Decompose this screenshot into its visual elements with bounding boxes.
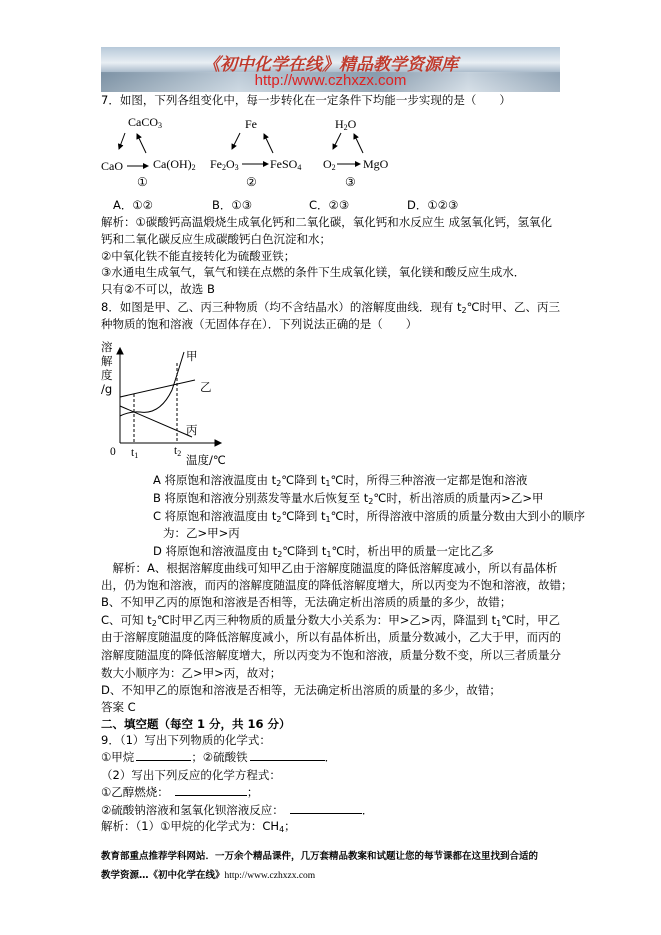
chart-tick-t2: $t_2$ [174, 445, 182, 458]
q8-analysis-line: 数大小顺序为：乙>甲>丙，故对； [101, 666, 282, 680]
chart-tick-t1: $t_1$ [131, 447, 139, 460]
legend-bing: 丙 [186, 423, 198, 437]
q8-option-c: C 将原饱和溶液温度由 $t_2℃$降到 $t_1℃$时，所得溶液中溶质的质量分数由大到小的顺序 [153, 509, 586, 524]
q7-stem: 7．如图，下列各组变化中，每一步转化在一定条件下均能一步实现的是（ ） [101, 93, 511, 107]
q8-option-c-cont: 为：乙>甲>丙 [163, 526, 240, 540]
q7-option-a: A．①② [113, 198, 153, 212]
diagram1-number: ① [137, 175, 148, 189]
q7-option-c: C．②③ [309, 198, 350, 212]
q7-analysis-line: 只有②不可以，故选 B [101, 282, 215, 296]
section-heading: 二、填空题（每空 1 分，共 16 分） [101, 717, 291, 731]
q9-line: ①甲烷 ；②硫酸铁 ． [101, 750, 337, 764]
q8-option-d: D 将原饱和溶液温度由 $t_2℃$降到 $t_1℃$时，析出甲的质量一定比乙多 [153, 544, 494, 559]
q8-stem: 8．如图是甲、乙、丙三种物质（均不含结晶水）的溶解度曲线．现有 $t_2℃$时甲、乙、丙三 [101, 300, 560, 315]
q8-analysis-line: 由于溶解度随温度的降低溶解度减小，所以有晶体析出，质量分数减小，乙大于甲，而丙的 [101, 630, 561, 644]
diagram1-right: $Ca(OH)_2$ [153, 157, 196, 172]
series-bing-line [120, 406, 192, 437]
diagram3-number: ③ [345, 175, 356, 189]
series-jia-curve [120, 352, 184, 416]
banner-url[interactable]: http://www.czhxzx.com [254, 72, 407, 89]
q9-line: ②硫酸钠溶液和氢氧化钡溶液反应： ． [101, 803, 374, 817]
q8-stem: 种物质的饱和溶液（无固体存在）．下列说法正确的是（ ） [101, 317, 418, 331]
q8-option-a: A 将原饱和溶液温度由 $t_2℃$降到 $t_1℃$时，所得三种溶液一定都是饱和溶液 [153, 473, 528, 488]
q8-option-b: B 将原饱和溶液分别蒸发等量水后恢复至 $t_2℃$时，析出溶质的质量丙>乙>甲 [153, 491, 544, 506]
q7-option-b: B．①③ [212, 198, 253, 212]
answer-blank[interactable] [136, 749, 191, 761]
q7-option-d: D．①②③ [407, 198, 459, 212]
legend-yi: 乙 [200, 380, 212, 394]
answer-blank[interactable] [250, 749, 325, 761]
footer-line: 教育部重点推荐学科网站．一万余个精品课件，几万套精品教案和试题让您的每节课都在这里找到合适的 [101, 851, 539, 862]
q8-analysis-line: C、可知 $t_2℃$时甲乙丙三种物质的质量分数大小关系为：甲>乙>丙，降温到 $t_1℃$时，甲乙 [101, 613, 561, 628]
diagram3-top: $H_2O$ [335, 117, 357, 132]
q9-line: （2）写出下列反应的化学方程式： [101, 768, 281, 782]
diagram2-right: FeSO$_4$ [270, 157, 302, 172]
banner-title: 《初中化学在线》精品教学资源库 [203, 55, 458, 75]
q7-analysis-line: 解析：①碳酸钙高温煅烧生成氧化钙和二氧化碳，氧化钙和水反应生 成氢氧化钙，氢氧化 [101, 215, 552, 229]
footer-url[interactable]: http://www.czhxzx.com [224, 871, 316, 881]
q8-analysis-line: 解析：A、根据溶解度曲线可知甲乙由于溶解度随温度的降低溶解度减小，所以有晶体析 [101, 561, 558, 575]
q9-analysis: 解析：（1）①甲烷的化学式为：$CH_4$； [101, 819, 296, 834]
diagram3-left: $O_2$ [323, 157, 336, 172]
q7-analysis-line: 钙和二氧化碳反应生成碳酸钙白色沉淀和水； [101, 232, 331, 246]
answer-blank[interactable] [290, 802, 362, 814]
diagram1-left: CaO [101, 159, 123, 173]
q8-analysis-line: 溶解度随温度的降低溶解度增大，所以丙变为不饱和溶液，质量分数不变，所以三者质量分 [101, 648, 561, 662]
diagram2-left: $Fe_2O_3$ [210, 157, 239, 172]
diagram1-top: CaCO$_3$ [128, 115, 162, 130]
footer-line: 教学资源…《初中化学在线》http://www.czhxzx.com [101, 870, 316, 881]
q9-line: 9．（1）写出下列物质的化学式： [101, 733, 271, 747]
q7-analysis-line: ②中氧化铁不能直接转化为硫酸亚铁； [101, 249, 296, 263]
series-yi-line [120, 380, 195, 397]
diagram3-right: MgO [363, 157, 389, 171]
diagram2-top: Fe [245, 117, 257, 131]
chart-xlabel: 温度/℃ [186, 453, 226, 467]
answer-blank[interactable] [175, 784, 247, 796]
q9-line: ①乙醇燃烧： ； [101, 785, 259, 799]
chart-origin: 0 [110, 446, 116, 458]
q8-analysis-line: B、不知甲乙丙的原饱和溶液是否相等，无法确定析出溶质的质量的多少，故错； [101, 595, 512, 609]
q8-answer: 答案 C [101, 700, 136, 714]
legend-jia: 甲 [186, 349, 198, 363]
q8-analysis-line: 出，仍为饱和溶液，而丙的溶解度随温度的降低溶解度增大，所以丙变为不饱和溶液，故错； [101, 578, 573, 592]
chart-ylabel: 溶 解 度 /g [101, 340, 113, 396]
diagram2-number: ② [246, 175, 257, 189]
q7-analysis-line: ③水通电生成氧气，氧气和镁在点燃的条件下生成氧化镁，氧化镁和酸反应生成水． [101, 265, 526, 279]
q8-analysis-line: D、不知甲乙的原饱和溶液是否相等，无法确定析出溶质的质量的多少，故错； [101, 683, 501, 697]
